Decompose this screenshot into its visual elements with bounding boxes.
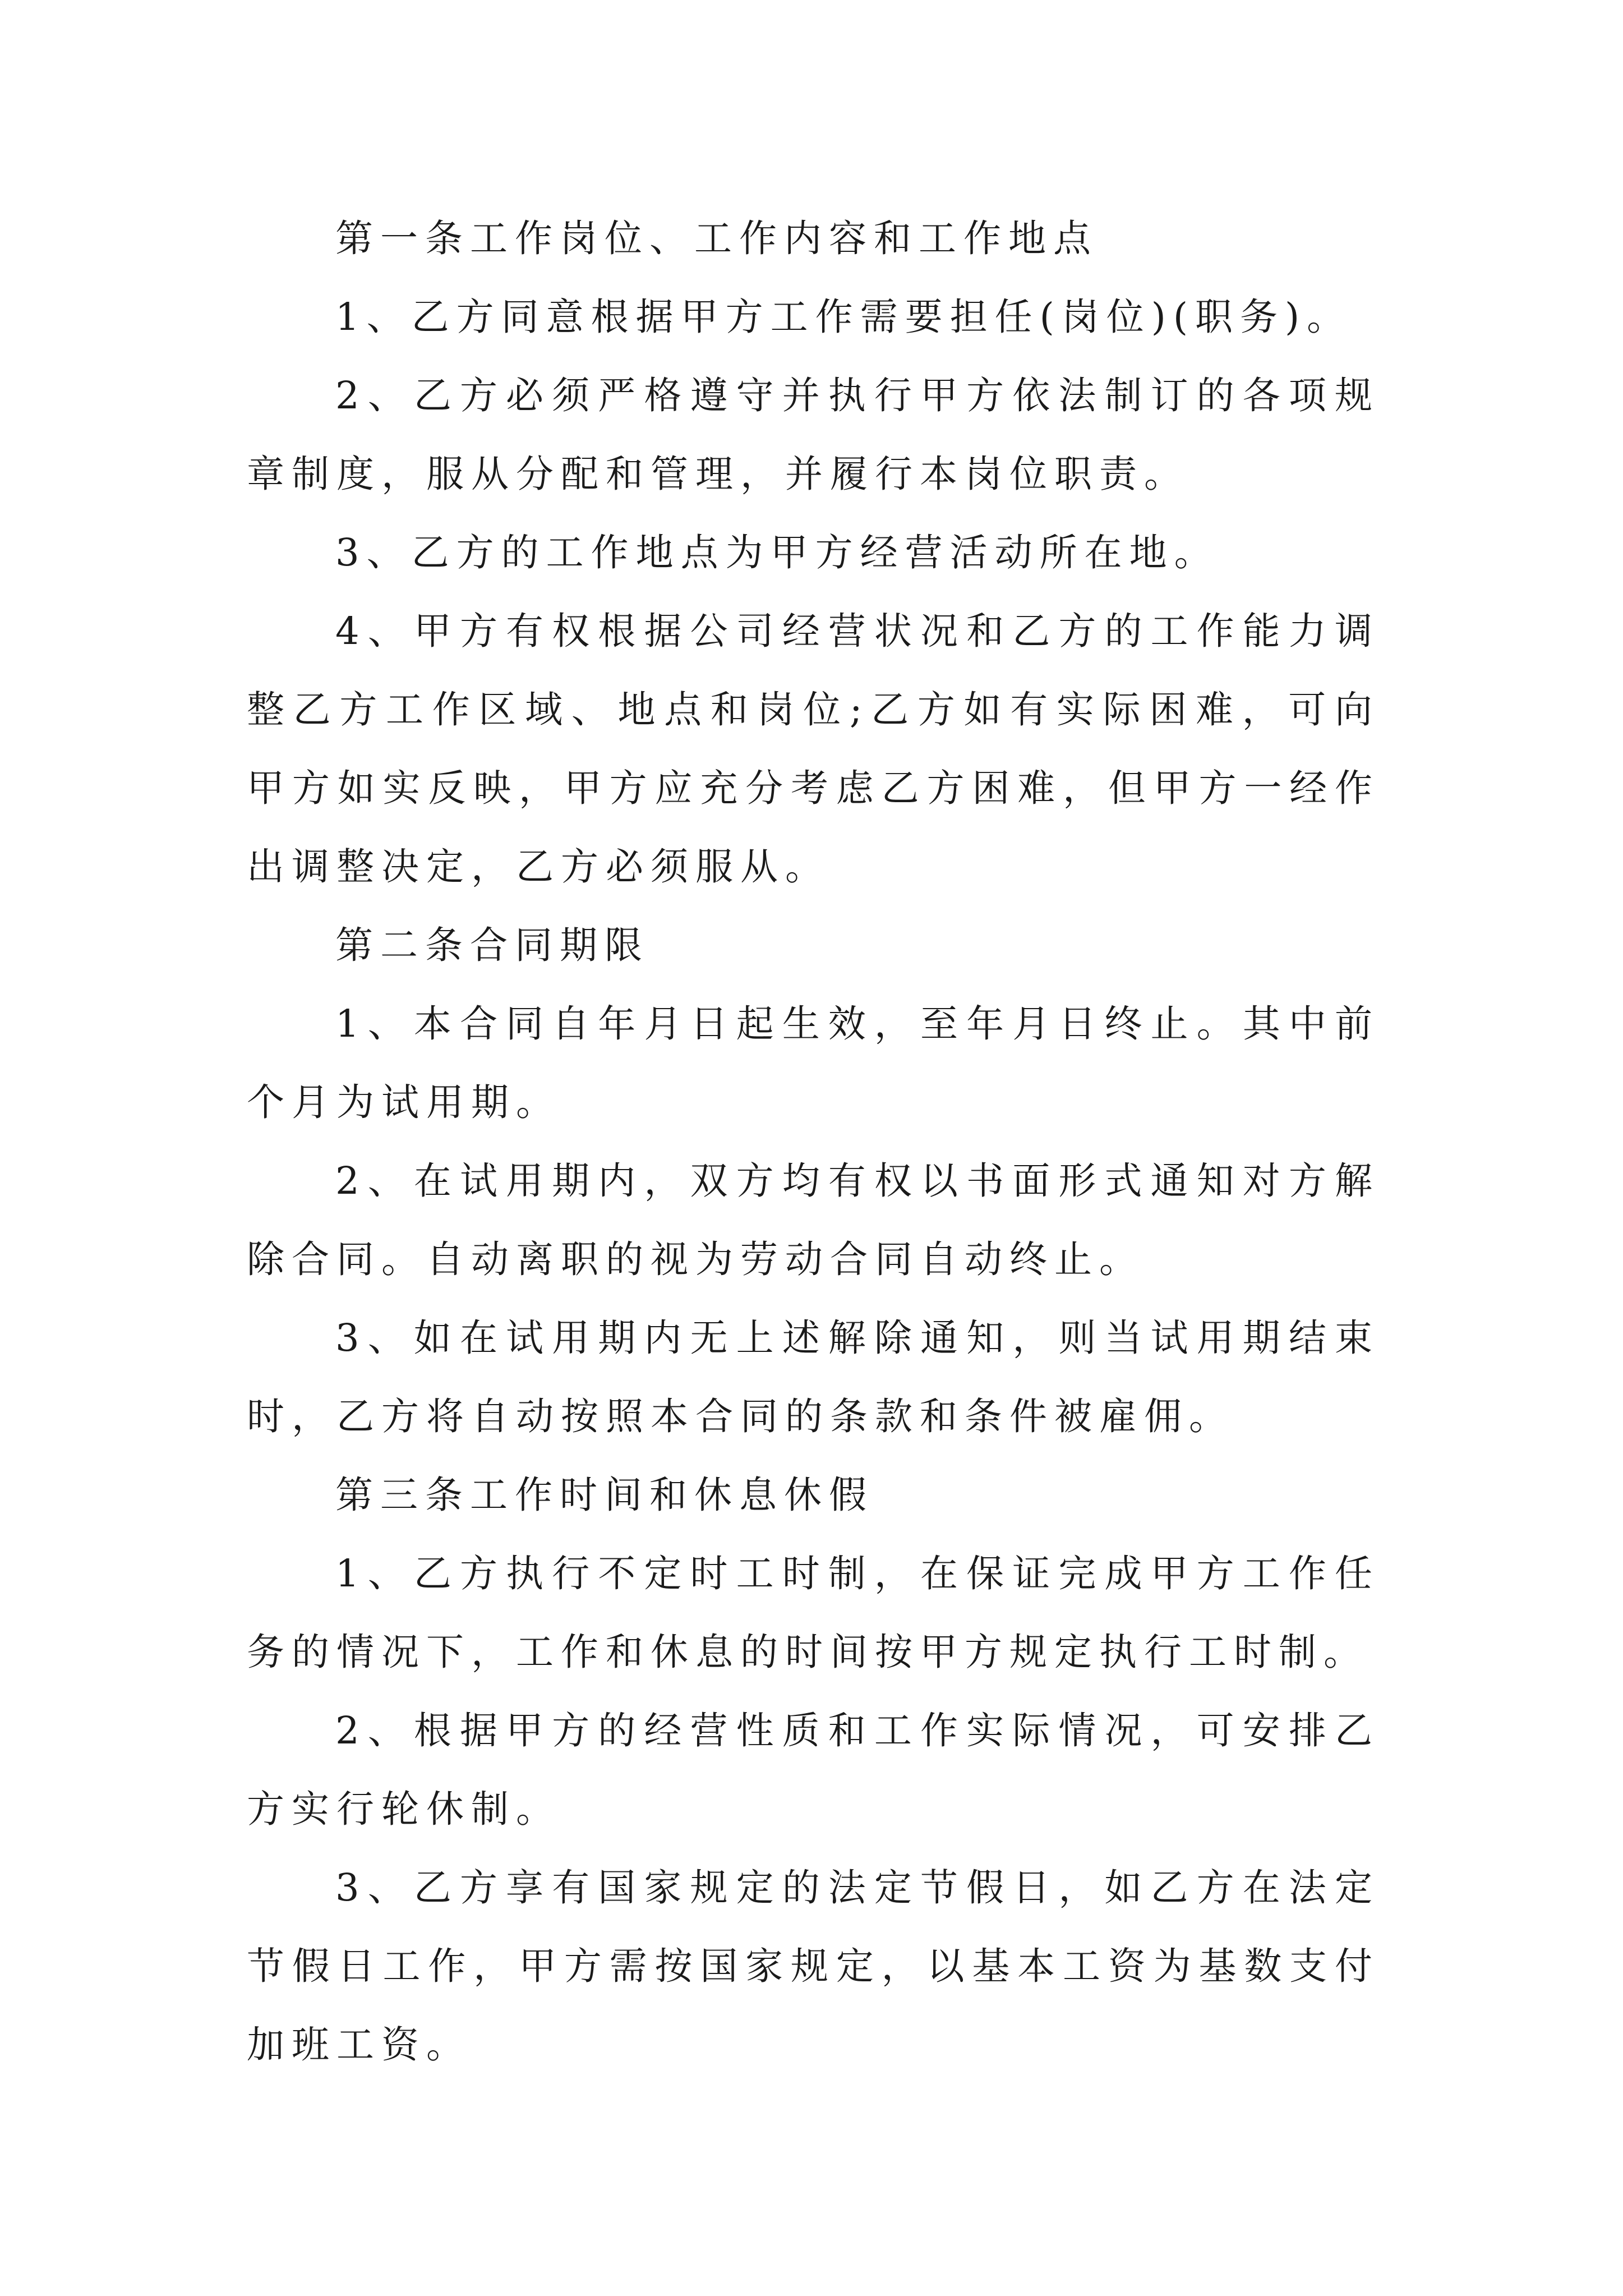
article-3-clause-1: 1、乙方执行不定时工时制，在保证完成甲方工作任务的情况下，工作和休息的时间按甲方规定执行工时制。 — [247, 1552, 1380, 1674]
document-body — [247, 199, 1380, 2084]
article-2-heading: 第二条合同期限 — [335, 923, 649, 967]
article-1-clause-2: 2、乙方必须严格遵守并执行甲方依法制订的各项规章制度，服从分配和管理，并履行本岗位职责。 — [247, 374, 1380, 496]
article-1-clause-4: 4、甲方有权根据公司经营状况和乙方的工作能力调整乙方工作区域、地点和岗位;乙方如有实际困难，可向甲方如实反映，甲方应充分考虑乙方困难，但甲方一经作出调整决定，乙方必须服从。 — [247, 609, 1380, 889]
article-2-clause-2: 2、在试用期内，双方均有权以书面形式通知对方解除合同。自动离职的视为劳动合同自动终止。 — [247, 1159, 1380, 1281]
article-3-heading: 第三条工作时间和休息休假 — [335, 1473, 874, 1517]
article-1-heading: 第一条工作岗位、工作内容和工作地点 — [335, 217, 1098, 260]
article-2-clause-1: 1、本合同自年月日起生效，至年月日终止。其中前个月为试用期。 — [247, 1002, 1380, 1124]
article-3-clause-2: 2、根据甲方的经营性质和工作实际情况，可安排乙方实行轮休制。 — [247, 1709, 1380, 1831]
article-1-clause-3: 3、乙方的工作地点为甲方经营活动所在地。 — [335, 531, 1219, 574]
article-1-clause-1: 1、乙方同意根据甲方工作需要担任(岗位)(职务)。 — [335, 295, 1352, 339]
article-2-clause-3: 3、如在试用期内无上述解除通知，则当试用期结束时，乙方将自动按照本合同的条款和条件被雇佣。 — [247, 1316, 1380, 1438]
article-3-clause-3: 3、乙方享有国家规定的法定节假日，如乙方在法定节假日工作，甲方需按国家规定，以基本工资为基数支付加班工资。 — [247, 1866, 1380, 2067]
